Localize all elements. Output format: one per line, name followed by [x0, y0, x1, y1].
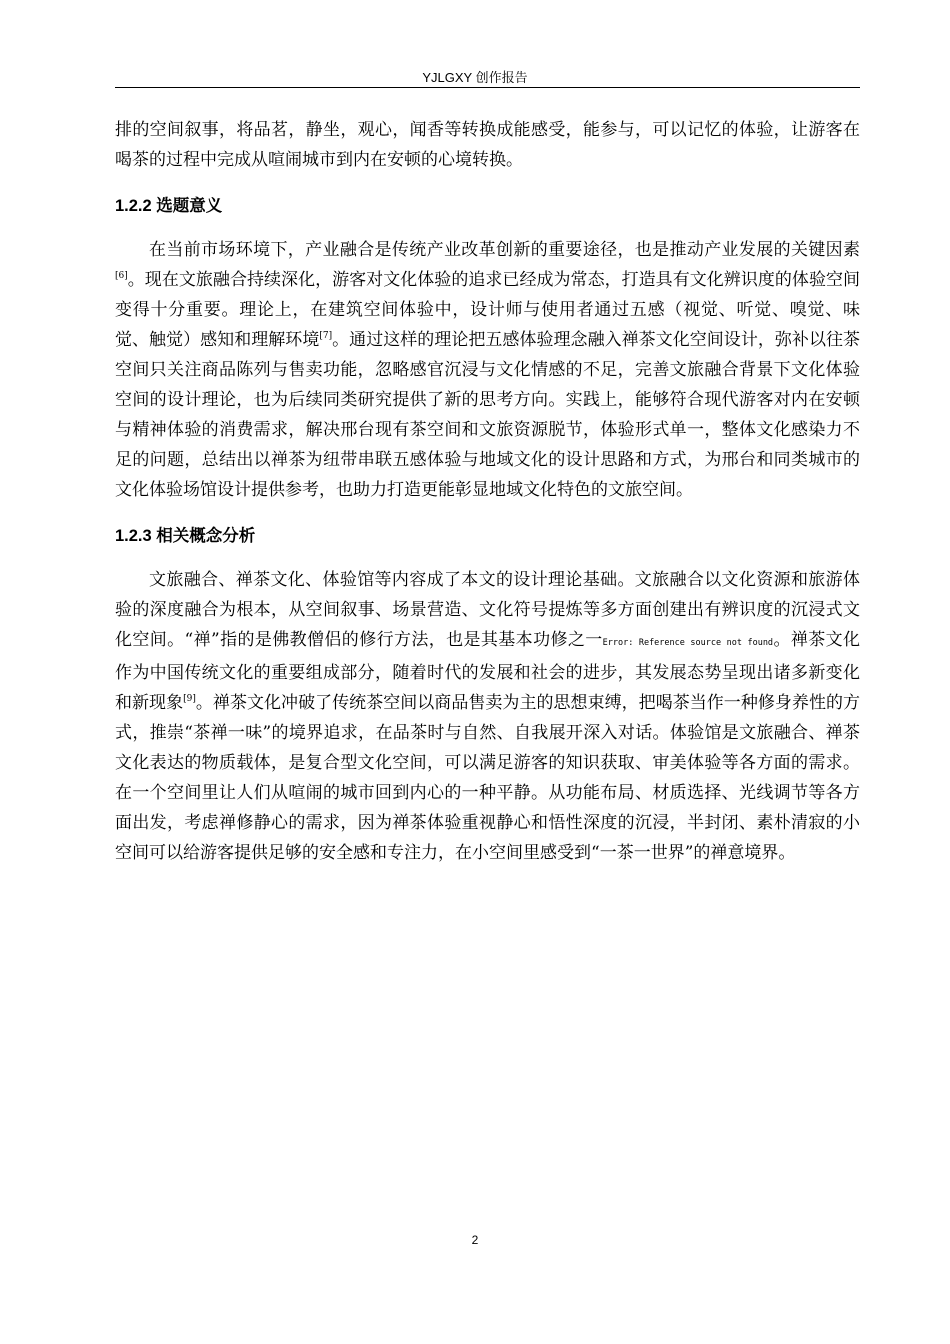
paragraph-text: 。禅茶文化作为中国传统文化的重要组成部分，随着时代的发展和社会的进步，其发展态势呈现出诸多新变化和新现象	[115, 630, 860, 713]
document-body	[115, 115, 860, 868]
citation-9: [9]	[183, 694, 196, 704]
reference-error: Error: Reference source not found	[602, 638, 774, 648]
paragraph-text: 文旅融合、禅茶文化、体验馆等内容成了本文的设计理论基础。文旅融合以文化资源和旅游体验的深度融合为根本，从空间叙事、场景营造、文化符号提炼等多方面创建出有辨识度的沉浸式文化空间。“禅”指的是佛教僧侣的修行方法，也是其基本功修之一	[115, 570, 860, 650]
paragraph-text: 在当前市场环境下，产业融合是传统产业改革创新的重要途径，也是推动产业发展的关键因素	[149, 240, 860, 260]
page-header-title: YJLGXY 创作报告	[422, 70, 528, 85]
header-divider	[115, 87, 860, 88]
section-1-2-3-paragraph	[115, 565, 860, 868]
paragraph-text: 。通过这样的理论把五感体验理念融入禅茶文化空间设计，弥补以往茶空间只关注商品陈列与售卖功能，忽略感官沉浸与文化情感的不足，完善文旅融合背景下文化体验空间的设计理论，也为后续同类研究提供了新的思考方向。实践上，能够符合现代游客对内在安顿与精神体验的消费需求，解决邢台现有茶空间和文旅资源脱节，体验形式单一，整体文化感染力不足的问题，总结出以禅茶为纽带串联五感体验与地域文化的设计思路和方式，为邢台和同类城市的文化体验场馆设计提供参考，也助力打造更能彰显地域文化特色的文旅空间。	[115, 330, 861, 500]
citation-6: [6]	[115, 271, 128, 281]
section-heading-1-2-3: 1.2.3 相关概念分析	[115, 527, 256, 545]
paragraph-text: 。现在文旅融合持续深化，游客对文化体验的追求已经成为常态，打造具有文化辨识度的体验空间变得十分重要。理论上，在建筑空间体验中，设计师与使用者通过五感（视觉、听觉、嗅觉、味觉、触觉）感知和理解环境	[115, 270, 860, 350]
paragraph-text: 。禅茶文化冲破了传统茶空间以商品售卖为主的思想束缚，把喝茶当作一种修身养性的方式，推崇“茶禅一味”的境界追求，在品茶时与自然、自我展开深入对话。体验馆是文旅融合、禅茶文化表达的物质载体，是复合型文化空间，可以满足游客的知识获取、审美体验等各方面的需求。在一个空间里让人们从喧闹的城市回到内心的一种平静。从功能布局、材质选择、光线调节等各方面出发，考虑禅修静心的需求，因为禅茶体验重视静心和悟性深度的沉浸，半封闭、素朴清寂的小空间可以给游客提供足够的安全感和专注力，在小空间里感受到“一茶一世界”的禅意境界。	[115, 693, 861, 863]
section-1-2-2-paragraph	[115, 235, 860, 505]
section-heading-1-2-2: 1.2.2 选题意义	[115, 197, 223, 215]
citation-7: [7]	[319, 331, 333, 341]
page-number: 2	[471, 1233, 479, 1247]
intro-paragraph: 排的空间叙事，将品茗，静坐，观心，闻香等转换成能感受，能参与，可以记忆的体验，让游客在喝茶的过程中完成从喧闹城市到内在安顿的心境转换。	[115, 120, 860, 170]
